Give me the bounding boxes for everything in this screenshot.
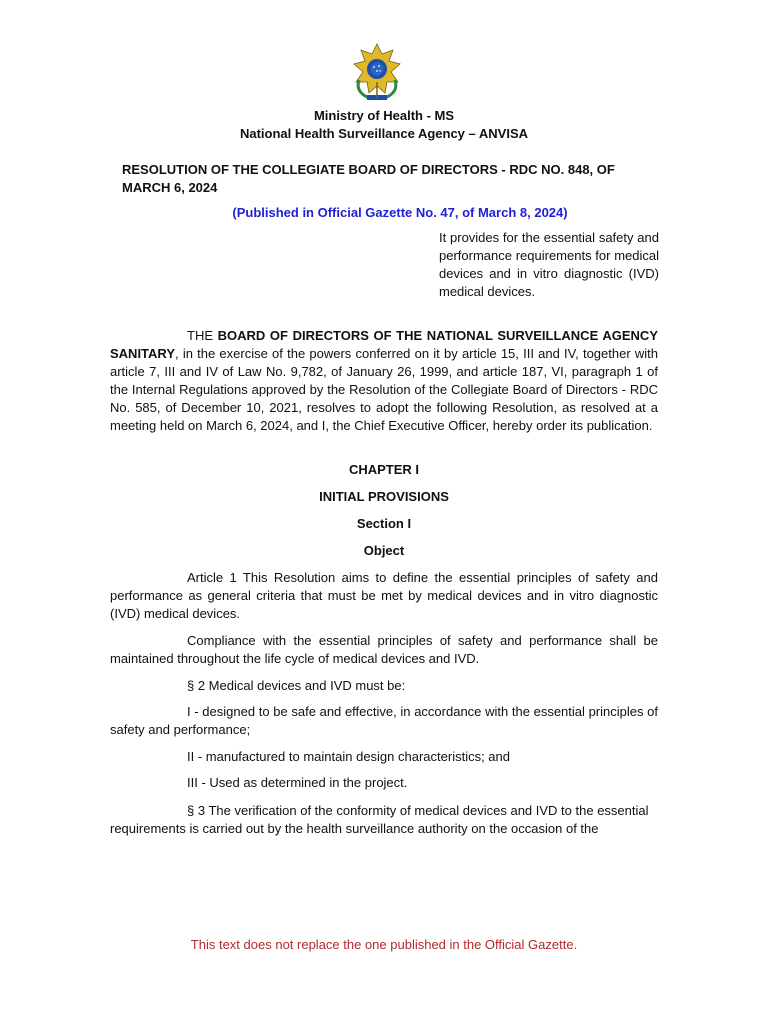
item-2: II - manufactured to maintain design characteristics; and <box>187 749 510 764</box>
resolution-title: RESOLUTION OF THE COLLEGIATE BOARD OF DIRECTORS - RDC NO. 848, OF MARCH 6, 2024 <box>122 162 615 195</box>
preamble-lead: THE <box>187 328 218 343</box>
preamble-paragraph <box>110 327 658 435</box>
compliance-paragraph: Compliance with the essential principles of safety and performance shall be maintained throughout the life cycle of medical devices and IVD. <box>110 633 658 666</box>
item-1: I - designed to be safe and effective, in accordance with the essential principles of safety and performance; <box>110 704 658 737</box>
gazette-disclaimer: This text does not replace the one published in the Official Gazette. <box>190 937 578 952</box>
chapter-heading: CHAPTER I <box>348 462 420 477</box>
paragraph-3: § 3 The verification of the conformity of medical devices and IVD to the essential requirements is carried out by the health surveillance authority on the occasion of the <box>110 803 649 836</box>
agency-name: National Health Surveillance Agency – ANVISA <box>239 126 528 141</box>
chapter-title: INITIAL PROVISIONS <box>319 489 449 504</box>
brazil-coat-of-arms-icon <box>351 42 403 104</box>
section-heading: Section I <box>356 516 412 531</box>
article-1-paragraph: Article 1 This Resolution aims to define the essential principles of safety and performance as general criteria that must be met by medical devices and in vitro diagnostic (IVD) medical devices. <box>110 570 658 621</box>
preamble-board-name: BOARD OF DIRECTORS OF THE NATIONAL SURVEILLANCE AGENCY SANITARY <box>110 328 658 361</box>
section-title: Object <box>363 543 405 558</box>
ministry-name: Ministry of Health - MS <box>313 108 455 123</box>
item-3: III - Used as determined in the project. <box>187 775 408 790</box>
gazette-publication: (Published in Official Gazette No. 47, of March 8, 2024) <box>232 205 568 220</box>
resolution-summary: It provides for the essential safety and performance requirements for medical devices and in vitro diagnostic (IVD) medical devices. <box>439 230 659 299</box>
preamble-text: , in the exercise of the powers conferred on it by article 15, III and IV, together with article 7, III and IV of Law No. 9,782, of January 26, 1999, and article 187, VI, paragraph 1 of the Internal Regulations approved by the Resolution of the Collegiate Board of Directors - RDC No. 585, of December 10, 2021, resolves to adopt the following Resolution, as resolved at a meeting held on March 6, 2024, and I, the Chief Executive Officer, hereby order its publication. <box>110 346 658 433</box>
paragraph-2: § 2 Medical devices and IVD must be: <box>187 678 406 693</box>
